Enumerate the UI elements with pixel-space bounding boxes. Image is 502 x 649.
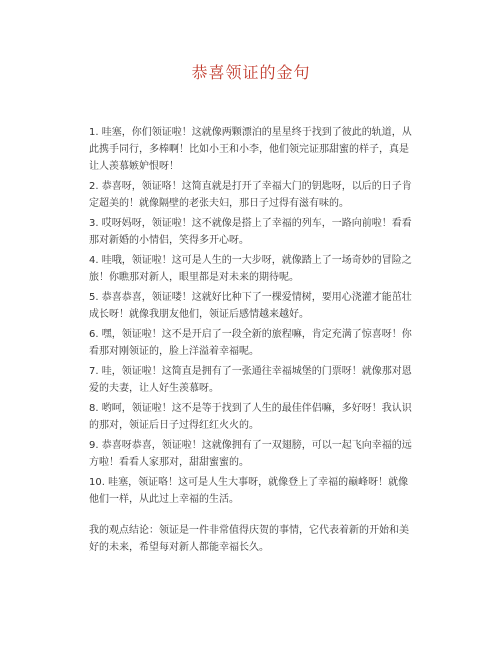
page-title: 恭喜领证的金句 bbox=[191, 63, 311, 82]
list-item: 6. 嘿，领证啦！这不是开启了一段全新的旅程嘛，肯定充满了惊喜呀！你看那对刚领证的，脸上洋溢着幸福呢。 bbox=[89, 329, 412, 357]
list-item: 10. 哇塞，领证咯！这可是人生大事呀，就像登上了幸福的巅峰呀！就像他们一样，从此过上幸福的生活。 bbox=[89, 477, 409, 505]
list-item: 8. 哟呵，领证啦！这不是等于找到了人生的最佳伴侣嘛，多好呀！我认识的那对，领证后日子过得红红火火的。 bbox=[89, 403, 412, 431]
list-item: 1. 哇塞，你们领证啦！这就像两颗漂泊的星星终于找到了彼此的轨道，从此携手同行，多棒啊！比如小王和小李，他们领完证那甜蜜的样子，真是让人羡慕嫉妒恨呀！ bbox=[89, 127, 412, 172]
document-body bbox=[89, 124, 417, 566]
list-item: 9. 恭喜呀恭喜，领证啦！这就像拥有了一双翅膀，可以一起飞向幸福的远方啦！看看人家那对，甜甜蜜蜜的。 bbox=[89, 440, 412, 468]
list-item: 3. 哎呀妈呀，领证啦！这不就像是搭上了幸福的列车，一路向前啦！看看那对新婚的小情侣，笑得多开心呀。 bbox=[89, 218, 412, 246]
list-item: 2. 恭喜呀，领证咯！这简直就是打开了幸福大门的钥匙呀，以后的日子肯定超美的！就像隔壁的老张夫妇，那日子过得有滋有味的。 bbox=[89, 181, 412, 209]
list-item: 4. 哇哦，领证啦！这可是人生的一大步呀，就像踏上了一场奇妙的冒险之旅！你瞧那对新人，眼里都是对未来的期待呢。 bbox=[89, 255, 412, 283]
conclusion-paragraph: 我的观点结论：领证是一件非常值得庆贺的事情，它代表着新的开始和美好的未来，希望每对新人都能幸福长久。 bbox=[89, 525, 409, 553]
list-item: 7. 哇，领证啦！这简直是拥有了一张通往幸福城堡的门票呀！就像那对恩爱的夫妻，让人好生羡慕呀。 bbox=[89, 366, 412, 394]
list-item: 5. 恭喜恭喜，领证喽！这就好比种下了一棵爱情树，要用心浇灌才能茁壮成长呀！就像我朋友他们，领证后感情越来越好。 bbox=[89, 292, 412, 320]
